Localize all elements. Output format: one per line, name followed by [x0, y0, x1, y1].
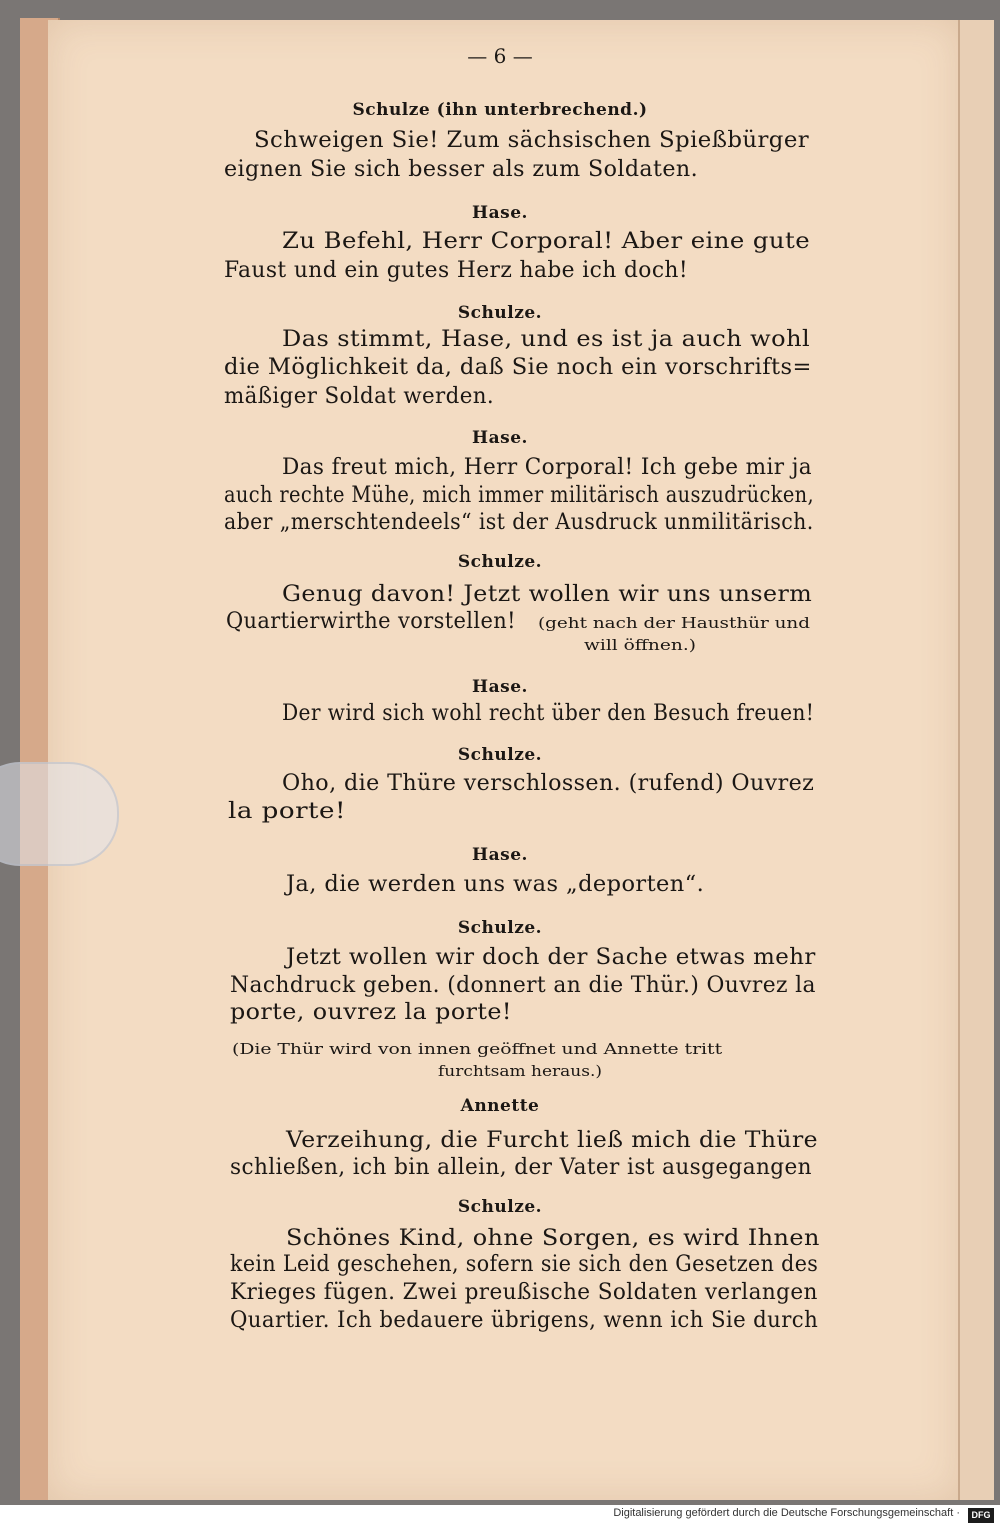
speaker-name: Schulze. — [457, 1197, 543, 1217]
dialogue-line: mäßiger Soldat werden. — [224, 384, 495, 409]
dialogue-line: Der wird sich wohl recht über den Besuch freuen! — [282, 701, 815, 726]
dialogue-line: Quartierwirthe vorstellen! — [226, 609, 516, 634]
dialogue-line: Krieges fügen. Zwei preußische Soldaten verlangen — [230, 1280, 818, 1305]
speaker-name: Schulze. — [457, 745, 543, 765]
dialogue-line: Das stimmt, Hase, und es ist ja auch wohl — [282, 327, 811, 352]
dialogue-line: Jetzt wollen wir doch der Sache etwas mehr — [286, 945, 816, 970]
dialogue-line: aber „merschtendeels“ ist der Ausdruck unmilitärisch. — [224, 510, 814, 535]
speaker-name: Hase. — [472, 428, 528, 448]
page-number: — 6 — — [467, 44, 533, 68]
dialogue-line: Verzeihung, die Furcht ließ mich die Thüre — [286, 1128, 819, 1153]
speaker-name: Annette — [460, 1096, 540, 1116]
dialogue-line: eignen Sie sich besser als zum Soldaten. — [224, 157, 699, 182]
footer-credit: Digitalisierung gefördert durch die Deutsche Forschungsgemeinschaft · — [613, 1507, 960, 1519]
dialogue-line: schließen, ich bin allein, der Vater ist ausgegangen — [230, 1155, 812, 1180]
stage-direction: (Die Thür wird von innen geöffnet und Annette tritt — [232, 1040, 723, 1058]
dialogue-line: Nachdruck geben. (donnert an die Thür.) Ouvrez la — [230, 973, 816, 998]
dialogue-line: die Möglichkeit da, daß Sie noch ein vorschrifts= — [224, 355, 812, 380]
footer-bar — [0, 1505, 1000, 1527]
dialogue-line: Oho, die Thüre verschlossen. (rufend) Ouvrez — [282, 771, 815, 796]
dialogue-line: auch rechte Mühe, mich immer militärisch auszudrücken, — [224, 483, 815, 508]
dialogue-line: Schweigen Sie! Zum sächsischen Spießbürger — [254, 128, 810, 153]
stage-direction: will öffnen.) — [584, 636, 696, 654]
dialogue-line: Genug davon! Jetzt wollen wir uns unserm — [282, 582, 813, 607]
dialogue-line: Schönes Kind, ohne Sorgen, es wird Ihnen — [286, 1226, 820, 1251]
dialogue-line: kein Leid geschehen, sofern sie sich den Gesetzen des — [230, 1252, 819, 1277]
dialogue-line: Das freut mich, Herr Corporal! Ich gebe mir ja — [282, 455, 813, 480]
speaker-name: Schulze. — [457, 303, 543, 323]
speaker-name: Hase. — [472, 845, 528, 865]
speaker-name: Hase. — [472, 677, 528, 697]
dialogue-line: Quartier. Ich bedauere übrigens, wenn ich Sie durch — [230, 1308, 819, 1333]
dialogue-line: Zu Befehl, Herr Corporal! Aber eine gute — [282, 229, 811, 254]
speaker-name: Schulze (ihn unterbrechend.) — [352, 100, 648, 120]
dfg-logo: DFG — [968, 1508, 994, 1523]
speaker-name: Hase. — [472, 203, 528, 223]
stage-direction: (geht nach der Hausthür und — [538, 614, 811, 632]
stage-direction: furchtsam heraus.) — [438, 1062, 602, 1080]
speaker-name: Schulze. — [457, 918, 543, 938]
dialogue-line: Ja, die werden uns was „deporten“. — [286, 872, 705, 897]
dialogue-line: Faust und ein gutes Herz habe ich doch! — [224, 258, 689, 283]
dialogue-line: porte, ouvrez la porte! — [230, 1000, 512, 1025]
dialogue-line: la porte! — [228, 799, 346, 824]
speaker-name: Schulze. — [457, 552, 543, 572]
